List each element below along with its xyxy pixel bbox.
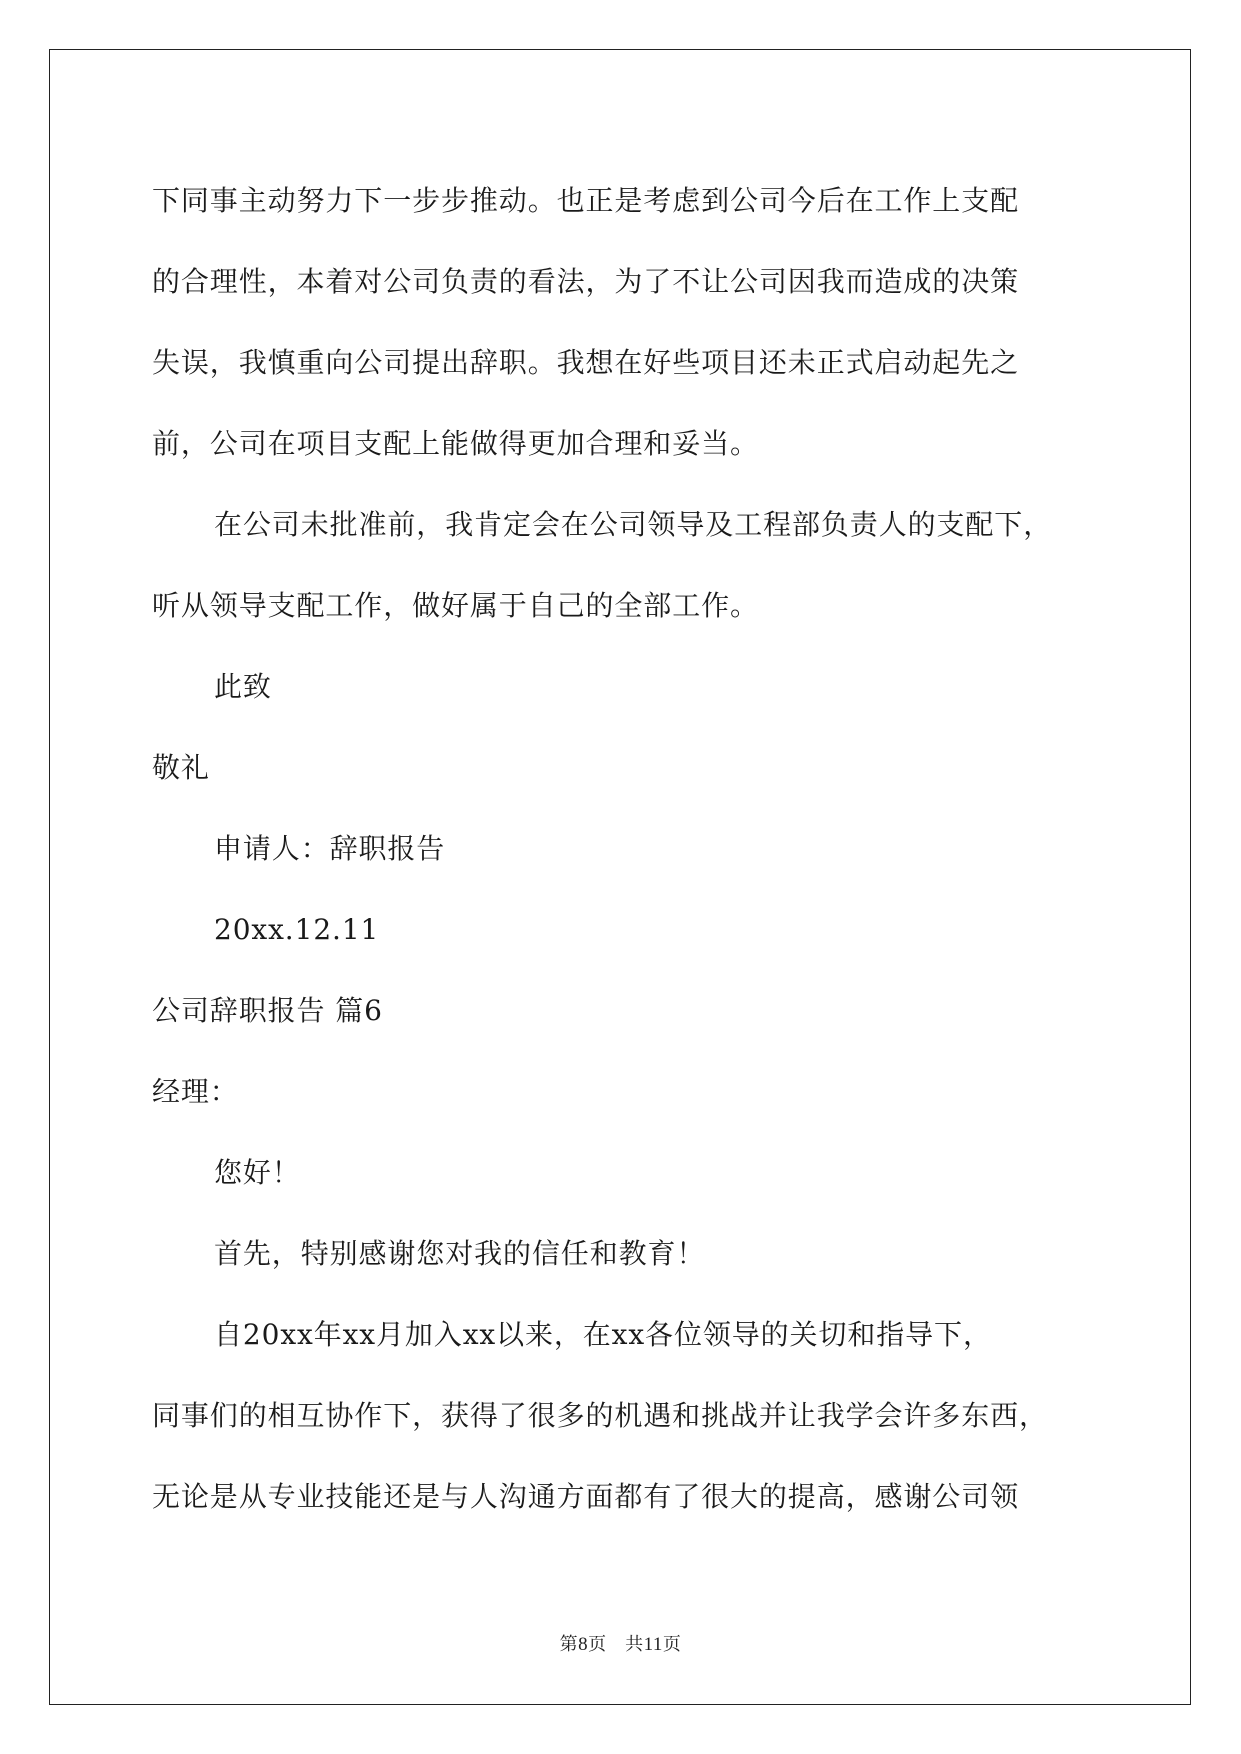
- text-line-14: 首先，特别感谢您对我的信任和教育！: [214, 1237, 706, 1270]
- text-line-15: 自20xx年xx月加入xx以来，在xx各位领导的关切和指导下，: [214, 1318, 992, 1351]
- text-line-1: 下同事主动努力下一步步推动。也正是考虑到公司今后在工作上支配: [152, 184, 1020, 217]
- text-line-6: 听从领导支配工作，做好属于自己的全部工作。: [152, 589, 759, 622]
- text-line-17: 无论是从专业技能还是与人沟通方面都有了很大的提高，感谢公司领: [152, 1480, 1020, 1513]
- text-line-16: 同事们的相互协作下，获得了很多的机遇和挑战并让我学会许多东西，: [152, 1399, 1048, 1432]
- text-line-4: 前，公司在项目支配上能做得更加合理和妥当。: [152, 427, 759, 460]
- greeting-line: 您好！: [214, 1156, 301, 1189]
- section-heading: 公司辞职报告 篇6: [152, 994, 383, 1027]
- page-label-suffix: 页: [662, 1634, 682, 1655]
- text-line-3: 失误，我慎重向公司提出辞职。我想在好些项目还未正式启动起先之: [152, 346, 1020, 379]
- total-pages-number: 11: [643, 1634, 663, 1655]
- page-label-mid: 页 共: [588, 1634, 644, 1655]
- page-label-prefix: 第: [559, 1634, 579, 1655]
- recipient-line: 经理：: [152, 1075, 239, 1108]
- document-body: [152, 160, 1122, 1537]
- applicant-signature: 申请人：辞职报告: [214, 832, 446, 865]
- text-line-5: 在公司未批准前，我肯定会在公司领导及工程部负责人的支配下，: [214, 508, 1053, 541]
- signature-date: 20xx.12.11: [214, 913, 380, 946]
- closing-salutation: 此致: [214, 670, 272, 703]
- page-footer: [0, 1630, 1241, 1656]
- closing-regards: 敬礼: [152, 751, 210, 784]
- text-line-2: 的合理性，本着对公司负责的看法，为了不让公司因我而造成的决策: [152, 265, 1020, 298]
- current-page-number: 8: [578, 1634, 589, 1655]
